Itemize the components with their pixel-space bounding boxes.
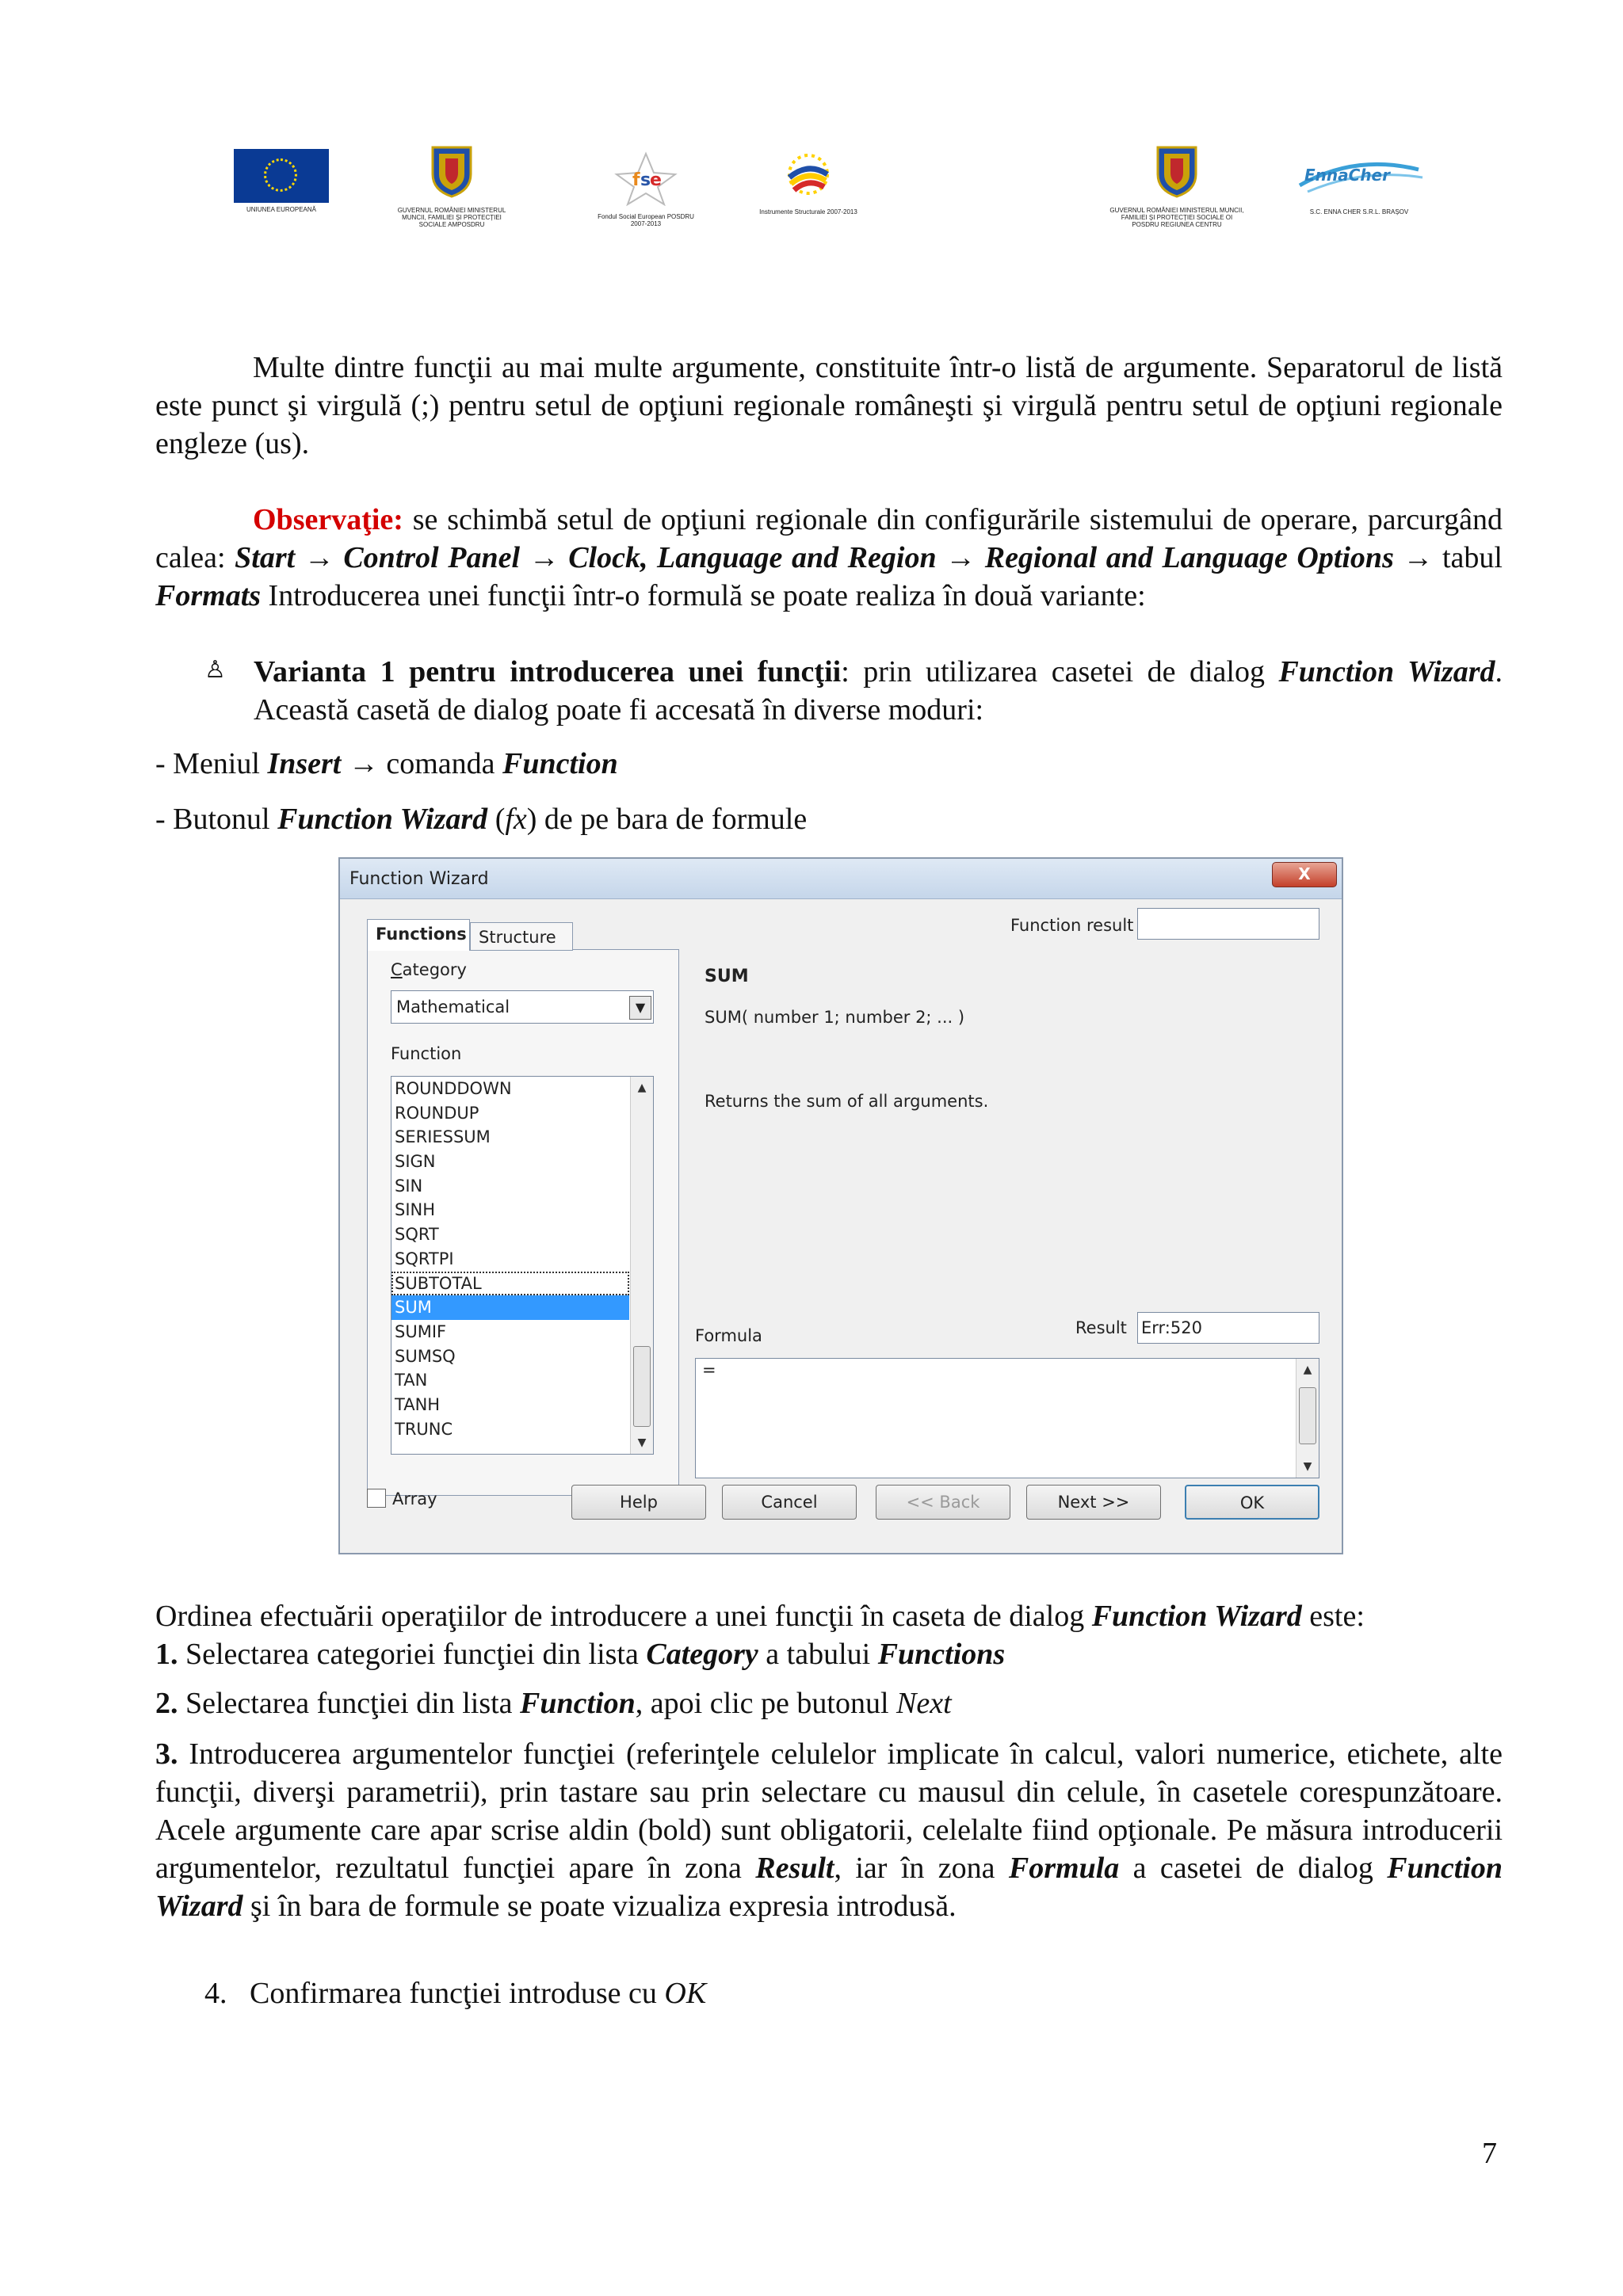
eu-flag-logo [230,143,333,213]
line-function-wizard-button: - Butonul Function Wizard (fx) de pe bara de formule [155,803,808,836]
close-button[interactable]: X [1272,862,1337,887]
function-list-item[interactable]: SIN [395,1176,423,1196]
scroll-down-icon[interactable]: ▼ [637,1436,647,1449]
function-list-scrollbar[interactable] [630,1077,653,1454]
next-button[interactable]: Next >> [1026,1485,1161,1520]
settings-path: Start → Control Panel → Clock, Language and Region → Regional and Language Options [235,541,1394,574]
formula-label: Formula [695,1326,762,1345]
ok-button[interactable]: OK [1185,1485,1319,1520]
logo-caption: Instrumente Structurale 2007-2013 [759,208,857,215]
array-checkbox[interactable] [367,1489,386,1508]
eu-flag-icon [234,149,329,203]
paragraph-order: Ordinea efectuării operaţiilor de introducere a unei funcţii în caseta de dialog Function Wizard este: [155,1600,1365,1633]
function-description: Returns the sum of all arguments. [705,1092,989,1111]
function-result-label: Function result [1010,916,1134,935]
function-list-item[interactable]: SUMSQ [395,1346,456,1366]
svg-text:f: f [632,170,640,190]
chevron-down-icon[interactable]: ▼ [629,996,651,1020]
logo-caption: S.C. ENNA CHER S.R.L. BRAȘOV [1309,208,1409,215]
function-list-item[interactable]: SIGN [395,1152,436,1172]
crest-icon [1153,143,1201,200]
romania-crest-logo [388,143,515,228]
formula-scrollbar[interactable] [1296,1359,1319,1478]
ennacher-swoosh-icon [1292,154,1426,201]
function-list-item[interactable]: SUBTOTAL [391,1272,629,1296]
paragraph-observatie: Observaţie: se schimbă setul de opţiuni regionale din configurările sistemului de operare, parcurgând calea: Start → Control Panel → Clock, Language and Region → Regional and Language Options → tabul Formats Introducerea unei funcţii într-o formulă se poate realiza în două variante: [155,503,1503,612]
step-2: 2. Selectarea funcţiei din lista Function, apoi clic pe butonul Next [155,1687,952,1720]
dialog-titlebar [340,859,1342,899]
function-list-item[interactable]: SUM [391,1295,629,1320]
function-wizard-dialog [338,857,1343,1554]
scroll-thumb[interactable] [633,1346,651,1427]
observatie-label: Observaţie: [253,503,403,536]
instrumente-structurale-icon [769,146,848,201]
function-list-item[interactable]: TRUNC [395,1419,453,1439]
result-field: Err:520 [1137,1312,1319,1344]
formula-input[interactable]: = ▲ ▼ [695,1358,1319,1478]
logo-caption: Fondul Social European POSDRU 2007-2013 [598,213,694,227]
logo-header [230,143,1466,261]
paragraph-varianta-1: Varianta 1 pentru introducerea unei funcţii: prin utilizarea casetei de dialog Function Wizard. Această casetă de dialog poate fi accesată în diverse moduri: [254,655,1503,727]
svg-text:EnnaCher: EnnaCher [1304,166,1390,185]
cancel-button[interactable]: Cancel [722,1485,857,1520]
category-label: Category [391,960,467,979]
tab-structure[interactable]: Structure [470,922,573,951]
paragraph-arguments: Multe dintre funcţii au mai multe argumente, constituite într-o listă de argumente. Separatorul de listă este punct şi virgulă (;) pentru setul de opţiuni regionale româneşti şi virgulă pentru setul de opţiuni regionale engleze (us). [155,351,1503,460]
logo-caption: GUVERNUL ROMÂNIEI MINISTERUL MUNCII, FAMILIEI ȘI PROTECȚIEI SOCIALE AMPOSDRU [397,207,506,228]
function-list-item[interactable]: SQRT [395,1225,439,1245]
function-name: SUM [705,967,749,986]
function-list-item[interactable]: SUMIF [395,1322,447,1341]
tab-functions[interactable]: Functions [367,919,470,951]
bullet-icon: ♙ [204,657,226,683]
logo-caption: UNIUNEA EUROPEANĂ [246,206,317,213]
dialog-title: Function Wizard [349,869,489,889]
svg-text:e: e [650,170,662,190]
fse-logo [594,143,697,227]
scroll-up-icon[interactable]: ▲ [1303,1363,1312,1376]
instrumente-structurale-logo [753,143,864,215]
romania-crest-logo-2 [1109,143,1244,228]
function-result-field [1137,908,1319,940]
logo-caption: GUVERNUL ROMÂNIEI MINISTERUL MUNCII, FAMILIEI ȘI PROTECȚIEI SOCIALE OI POSDRU REGIUNEA CENTRU [1109,207,1244,228]
category-select[interactable]: Mathematical ▼ [391,990,654,1024]
scroll-up-icon[interactable]: ▲ [637,1081,647,1094]
function-list[interactable] [391,1076,654,1455]
ennacher-logo [1284,143,1434,215]
step-3: 3. Introducerea argumentelor funcţiei (referinţele celulelor implicate în calcul, valori numerice, etichete, alte funcţii, diverşi parametrii), prin tastare sau prin selectare cu mausul din celule, în casetele corespunzătoare. Acele argumente care apar scrise aldin (bold) sunt obligatorii, celelalte fiind opţionale. Pe măsura introducerii argumentelor, rezultatul funcţiei apare în zona Result, iar în zona Formula a casetei de dialog Function Wizard şi în bara de formule se poate vizualiza expresia introdusă. [155,1737,1503,1923]
function-list-item[interactable]: ROUNDUP [395,1103,479,1123]
line-menu-insert: - Meniul Insert → comanda Function [155,747,618,780]
function-list-item[interactable]: TANH [395,1394,441,1414]
function-list-item[interactable]: SERIESSUM [395,1127,491,1147]
page-number: 7 [1482,2137,1497,2170]
step-4: 4. Confirmarea funcţiei introduse cu OK [204,1977,707,2010]
svg-text:s: s [640,170,651,190]
function-list-item[interactable]: ROUNDDOWN [395,1079,512,1098]
crest-icon [428,143,475,200]
function-signature: SUM( number 1; number 2; ... ) [705,1008,965,1027]
fse-star-icon [610,151,682,206]
result-label: Result [1075,1318,1127,1337]
function-list-item[interactable]: SQRTPI [395,1249,454,1268]
scroll-down-icon[interactable]: ▼ [1303,1460,1312,1473]
function-list-item[interactable]: TAN [395,1371,428,1390]
step-1: 1. Selectarea categoriei funcţiei din lista Category a tabului Functions [155,1638,1006,1671]
function-list-item[interactable]: SINH [395,1200,436,1220]
function-label: Function [391,1044,462,1063]
help-button[interactable]: Help [571,1485,706,1520]
scroll-thumb[interactable] [1299,1387,1316,1444]
array-label: Array [392,1489,437,1508]
back-button[interactable]: << Back [876,1485,1010,1520]
